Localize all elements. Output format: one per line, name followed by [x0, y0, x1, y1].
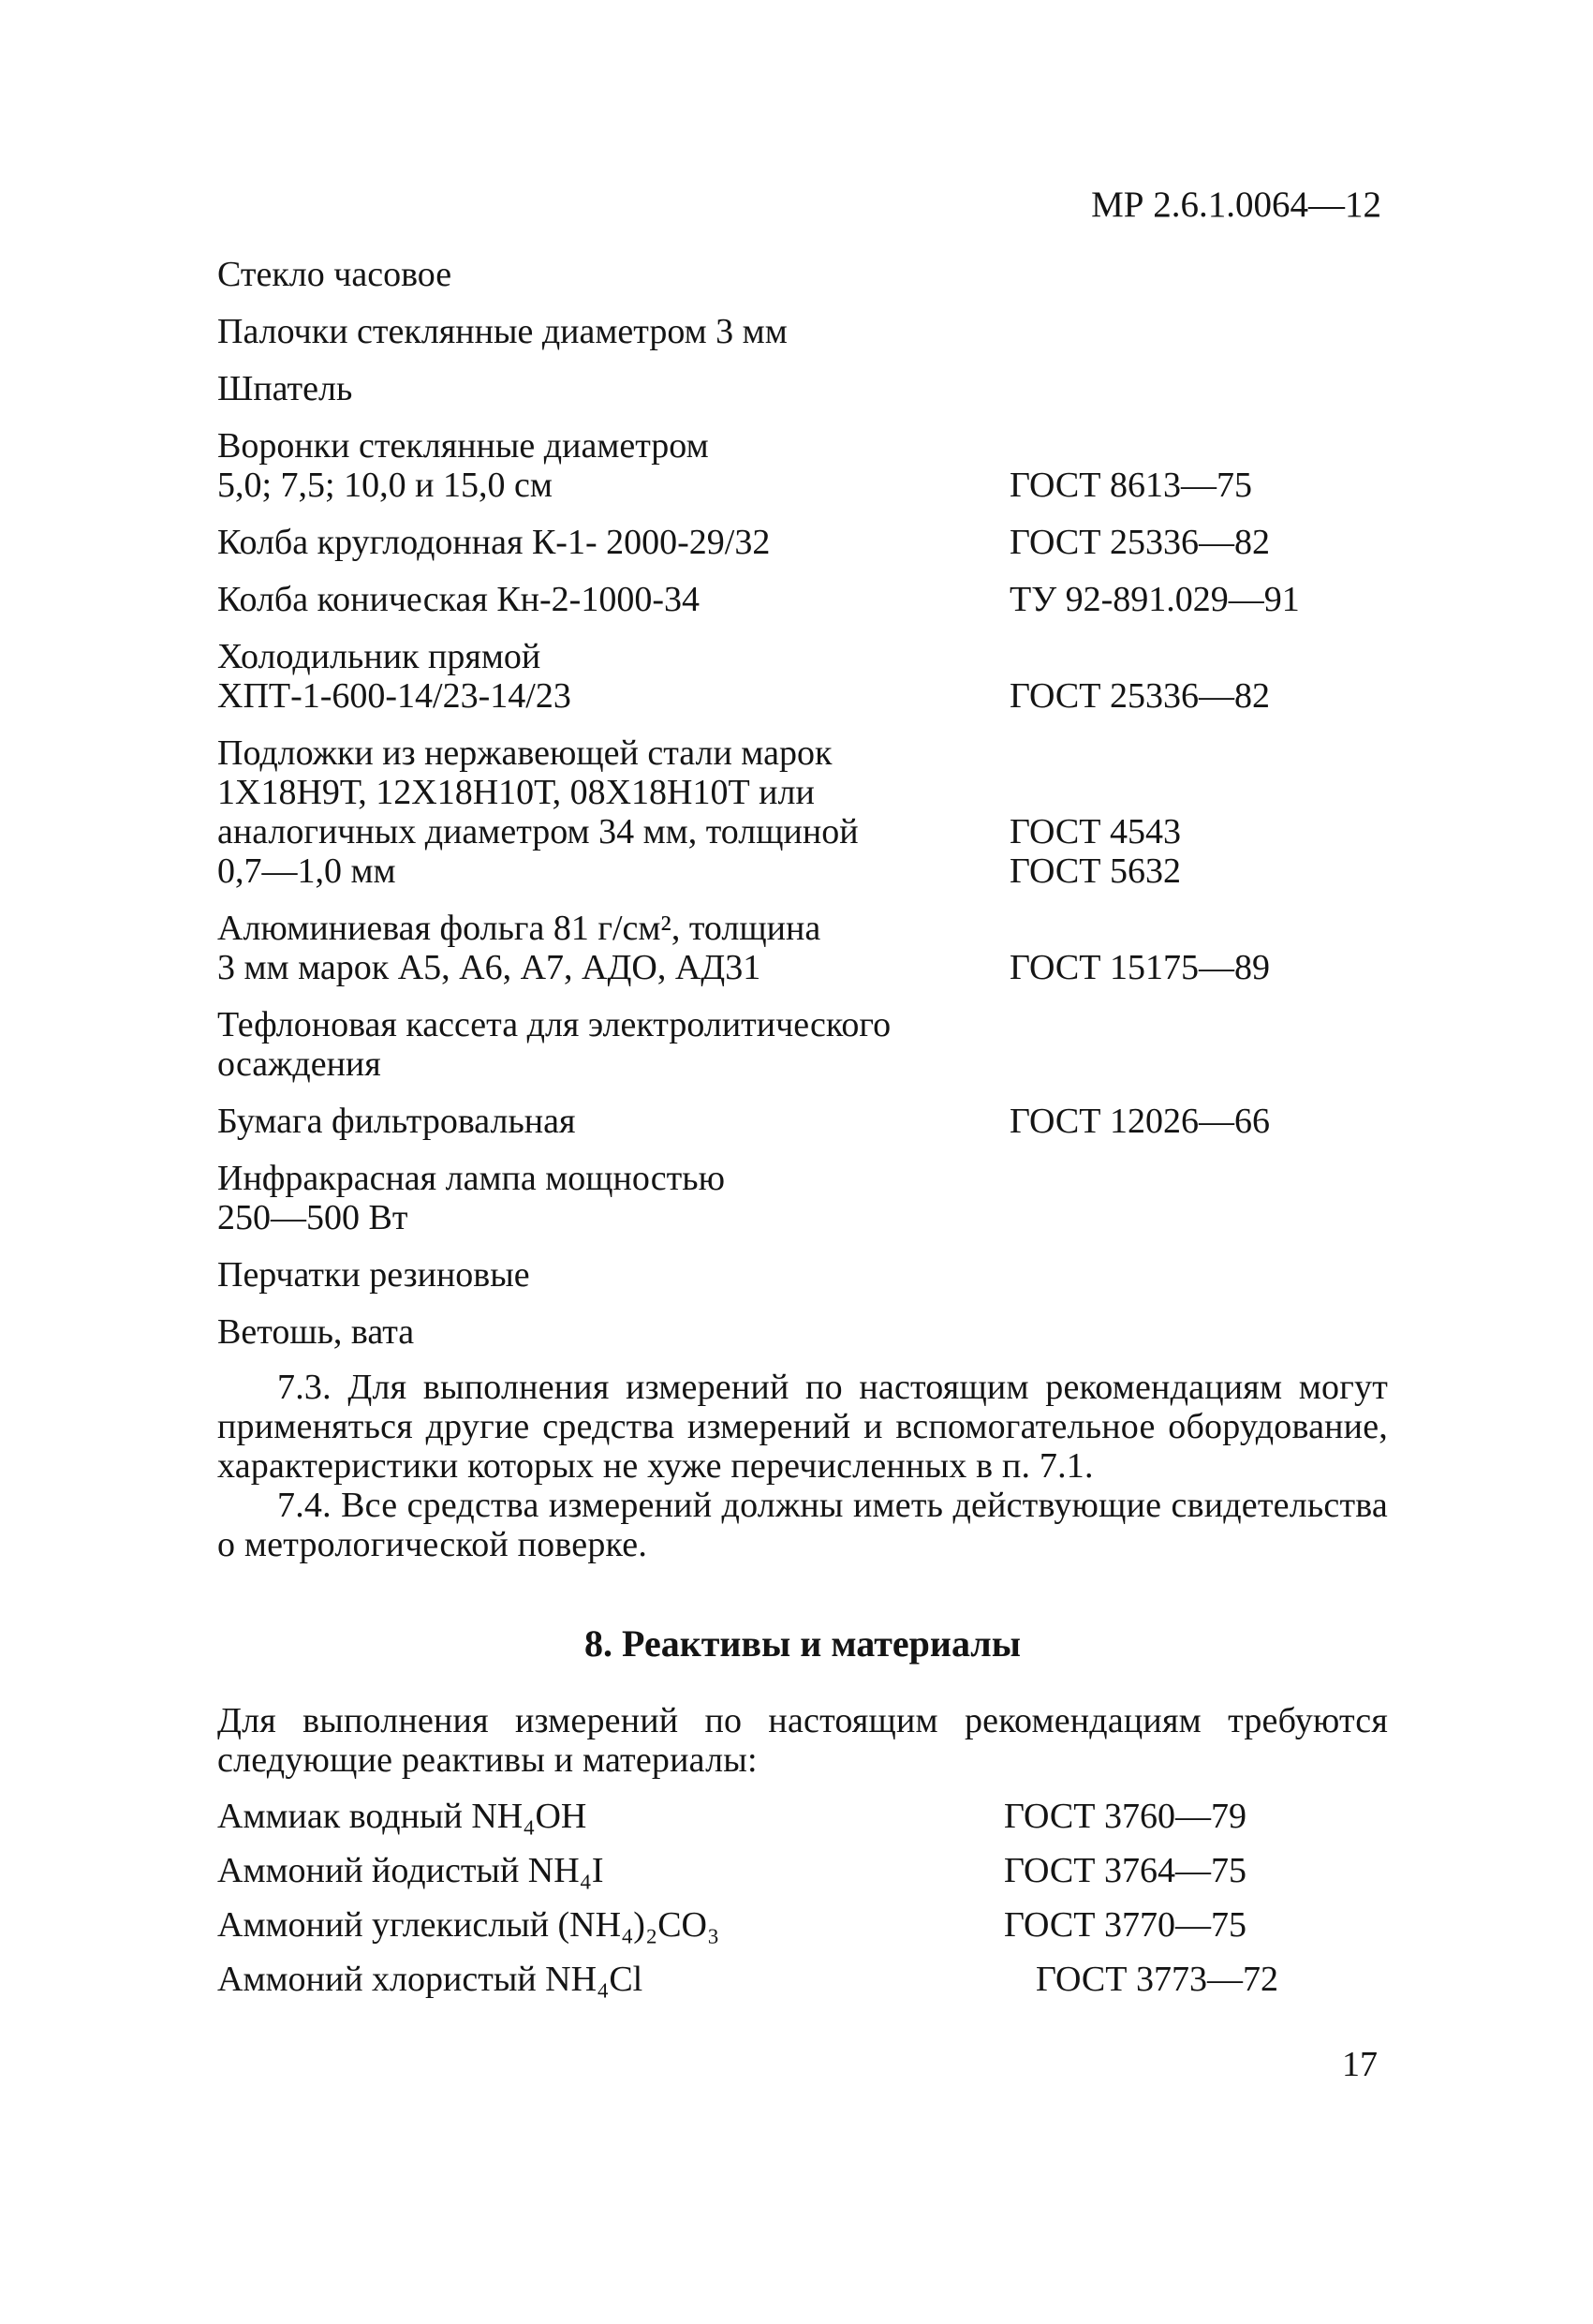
- list-item: [217, 1797, 1388, 1836]
- item-name: Воронки стеклянные диаметром 5,0; 7,5; 10,0 и 15,0 см: [217, 426, 709, 505]
- item-standard: ГОСТ 25336—82: [1010, 523, 1270, 562]
- item-name: Холодильник прямой ХПТ-1-600-14/23-14/23: [217, 637, 571, 716]
- page-number: 17: [1342, 2045, 1378, 2084]
- reagent-standard: ГОСТ 3770—75: [1004, 1905, 1246, 1945]
- item-name: Колба круглодонная К-1- 2000-29/32: [217, 523, 771, 562]
- item-name: Подложки из нержавеющей стали марок 1Х18Н9Т, 12Х18Н10Т, 08Х18Н10Т или аналогичных диаметром 34 мм, толщиной 0,7—1,0 мм: [217, 733, 859, 891]
- item-name: Стекло часовое: [217, 255, 452, 294]
- list-item: [217, 312, 1388, 351]
- reagent-standard: ГОСТ 3764—75: [1004, 1851, 1246, 1890]
- item-name: Бумага фильтровальная: [217, 1102, 576, 1141]
- list-item: [217, 1905, 1388, 1945]
- list-item: [217, 369, 1388, 408]
- section-title: 8. Реактивы и материалы: [584, 1622, 1021, 1665]
- section-intro: Для выполнения измерений по настоящим рекомендациям требуются следующие реактивы и материалы:: [217, 1701, 1388, 1780]
- reagent-name: Аммиак водный NH₄OH: [217, 1797, 587, 1836]
- item-name: Инфракрасная лампа мощностью 250—500 Вт: [217, 1159, 726, 1237]
- list-item: [217, 1255, 1388, 1295]
- item-name: Шпатель: [217, 369, 353, 408]
- item-standard: ГОСТ 25336—82: [1010, 676, 1270, 716]
- list-item: [217, 1159, 1388, 1237]
- list-item: [217, 733, 1388, 891]
- list-item: [217, 1851, 1388, 1890]
- list-item: [217, 1102, 1388, 1141]
- item-standard: ГОСТ 12026—66: [1010, 1102, 1270, 1141]
- item-name: Алюминиевая фольга 81 г/см², толщина 3 мм марок А5, А6, А7, АДО, АД31: [217, 909, 821, 987]
- equipment-list: [217, 255, 1388, 1352]
- clause-7-3: 7.3. Для выполнения измерений по настоящим рекомендациям могут применяться другие средства измерений и вспомогательное оборудование, характеристики которых не хуже перечисленных в п. 7.1.: [217, 1368, 1388, 1486]
- reagent-name: Аммоний йодистый NH₄I: [217, 1851, 604, 1890]
- list-item: [217, 909, 1388, 987]
- reagents-list: [217, 1797, 1388, 1999]
- item-name: Ветошь, вата: [217, 1312, 415, 1352]
- reagent-name: Аммоний хлористый NH₄Cl: [217, 1960, 643, 1999]
- list-item: [217, 523, 1388, 562]
- list-item: [217, 1005, 1388, 1084]
- document-code-header: МР 2.6.1.0064—12: [1091, 185, 1381, 225]
- item-name: Колба коническая Кн-2-1000-34: [217, 580, 700, 619]
- clause-7-4: 7.4. Все средства измерений должны иметь действующие свидетельства о метрологической поверке.: [217, 1486, 1388, 1564]
- item-standard: ТУ 92-891.029—91: [1010, 580, 1300, 619]
- page-body: [217, 255, 1388, 2014]
- item-name: Палочки стеклянные диаметром 3 мм: [217, 312, 788, 351]
- list-item: [217, 580, 1388, 619]
- item-standard: ГОСТ 8613—75: [1010, 466, 1252, 505]
- item-name: Тефлоновая кассета для электролитического осаждения: [217, 1005, 892, 1084]
- list-item: [217, 1312, 1388, 1352]
- reagent-standard: ГОСТ 3773—72: [1036, 1960, 1278, 1999]
- clauses: [217, 1368, 1388, 1564]
- item-name: Перчатки резиновые: [217, 1255, 530, 1295]
- item-standard: ГОСТ 4543 ГОСТ 5632: [1010, 812, 1181, 891]
- reagent-standard: ГОСТ 3760—79: [1004, 1797, 1246, 1836]
- list-item: [217, 637, 1388, 716]
- list-item: [217, 255, 1388, 294]
- list-item: [217, 426, 1388, 505]
- list-item: [217, 1960, 1388, 1999]
- item-standard: ГОСТ 15175—89: [1010, 948, 1270, 987]
- reagent-name: Аммоний углекислый (NH₄)₂CO₃: [217, 1905, 720, 1945]
